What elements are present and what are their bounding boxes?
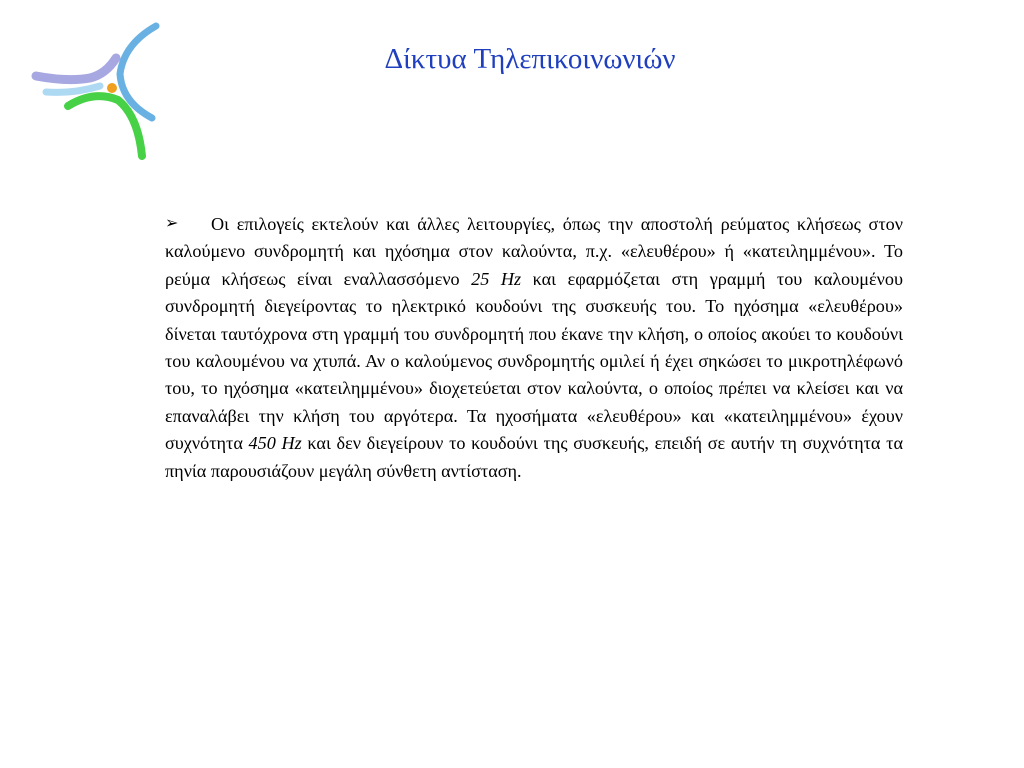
body-text-part-2: και εφαρμόζεται στη γραμμή του καλουμένου συνδρομητή διεγείροντας το ηλεκτρικό κουδούνι της συσκευής του. Το ηχόσημα «ελευθέρου» δίνεται ταυτόχρονα στη γραμμή του συνδρομητή που έκανε την κλήση, ο οποίος ακούει το κουδούνι του καλουμένου να χτυπά. Αν ο καλούμενος συνδρομητής ομιλεί ή έχει σηκώσει το μικροτηλέφωνό του, το ηχόσημα «κατειλημμένου» διοχετεύεται στον καλούντα, ο οποίος πρέπει να κλείσει και να επαναλάβει την κλήση του αργότερα. Τα ηχοσήματα «ελευθέρου» και «κατειλημμένου» έχουν συχνότητα: [165, 268, 903, 454]
frequency-25hz: 25 Hz: [471, 268, 522, 289]
frequency-450hz: 450 Hz: [248, 433, 302, 454]
body-text-part-3: και δεν διεγείρουν το κουδούνι της συσκευής, επειδή σε αυτήν τη συχνότητα τα πηνία παρουσιάζουν μεγάλη σύνθετη αντίσταση.: [165, 433, 903, 481]
bullet-arrow-icon: ➢: [165, 213, 179, 232]
bullet-paragraph: [165, 211, 903, 485]
page-title: Δίκτυα Τηλεπικοινωνιών: [384, 43, 676, 75]
body-text-part-1: Οι επιλογείς εκτελούν και άλλες λειτουργίες, όπως την αποστολή ρεύματος κλήσεως στον καλούμενο συνδρομητή και ηχόσημα στον καλούντα, π.χ. «ελευθέρου» ή «κατειλημμένου». Το ρεύμα κλήσεως είναι εναλλασσόμενο: [165, 214, 903, 289]
star-swoosh-logo-icon: [28, 20, 168, 160]
body-text: [165, 211, 903, 485]
